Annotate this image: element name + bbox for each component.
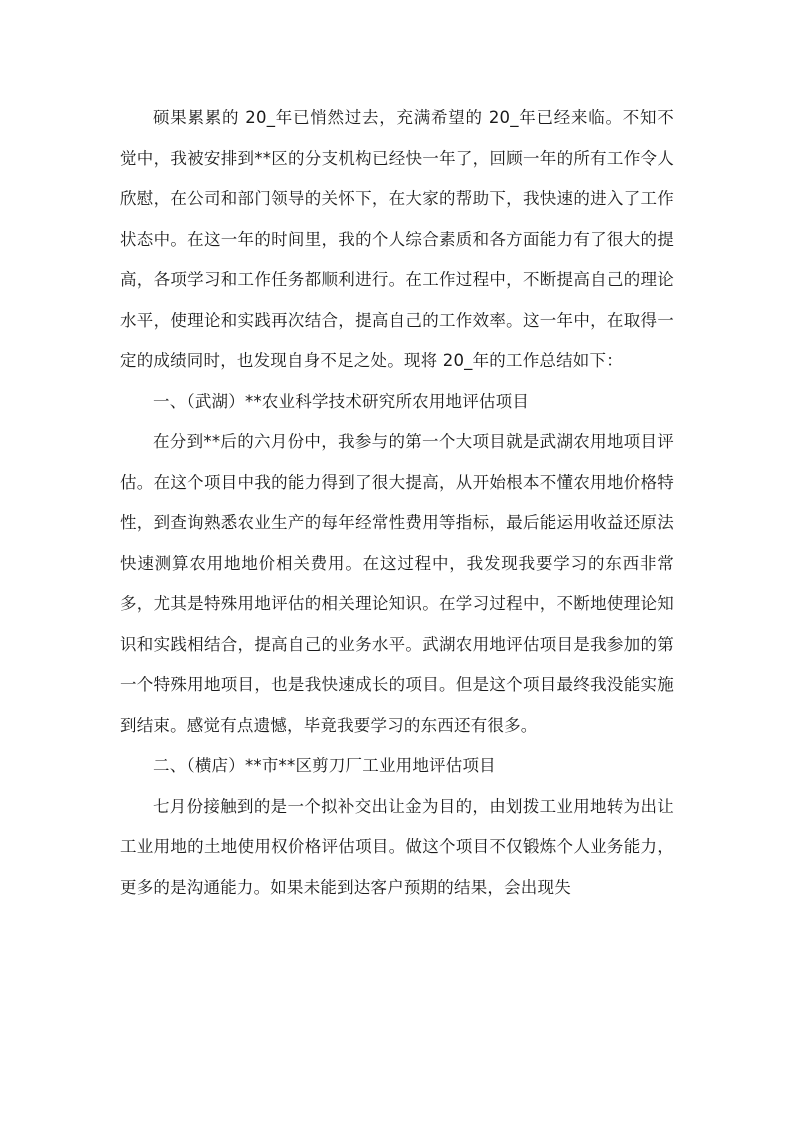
intro-paragraph: 硕果累累的 20_年已悄然过去，充满希望的 20_年已经来临。不知不觉中，我被安排到**区的分支机构已经快一年了，回顾一年的所有工作令人欣慰，在公司和部门领导的关怀下，在大家的帮助下，我快速的进入了工作状态中。在这一年的时间里，我的个人综合素质和各方面能力有了很大的提高，各项学习和工作任务都顺利进行。在工作过程中，不断提高自己的理论水平，使理论和实践再次结合，提高自己的工作效率。这一年中，在取得一定的成绩同时，也发现自身不足之处。现将 20_年的工作总结如下： [120, 108, 674, 370]
section-1-paragraph: 在分到**后的六月份中，我参与的第一个大项目就是武湖农用地项目评估。在这个项目中我的能力得到了很大提高，从开始根本不懂农用地价格特性，到查询熟悉农业生产的每年经常性费用等指标，最后能运用收益还原法快速测算农用地地价相关费用。在这过程中，我发现我要学习的东西非常多，尤其是特殊用地评估的相关理论知识。在学习过程中，不断地使理论知识和实践相结合，提高自己的业务水平。武湖农用地评估项目是我参加的第一个特殊用地项目，也是我快速成长的项目。但是这个项目最终我没能实施到结束。感觉有点遗憾，毕竟我要学习的东西还有很多。 [120, 432, 674, 735]
section-2-paragraph: 七月份接触到的是一个拟补交出让金为目的，由划拨工业用地转为出让工业用地的土地使用权价格评估项目。做这个项目不仅锻炼个人业务能力，更多的是沟通能力。如果未能到达客户预期的结果，会出现失 [120, 796, 674, 897]
section-1-heading: 一、（武湖）**农业科学技术研究所农用地评估项目 [153, 391, 530, 411]
section-2-heading: 二、（横店）**市**区剪刀厂工业用地评估项目 [153, 756, 496, 775]
document-page [120, 98, 674, 908]
